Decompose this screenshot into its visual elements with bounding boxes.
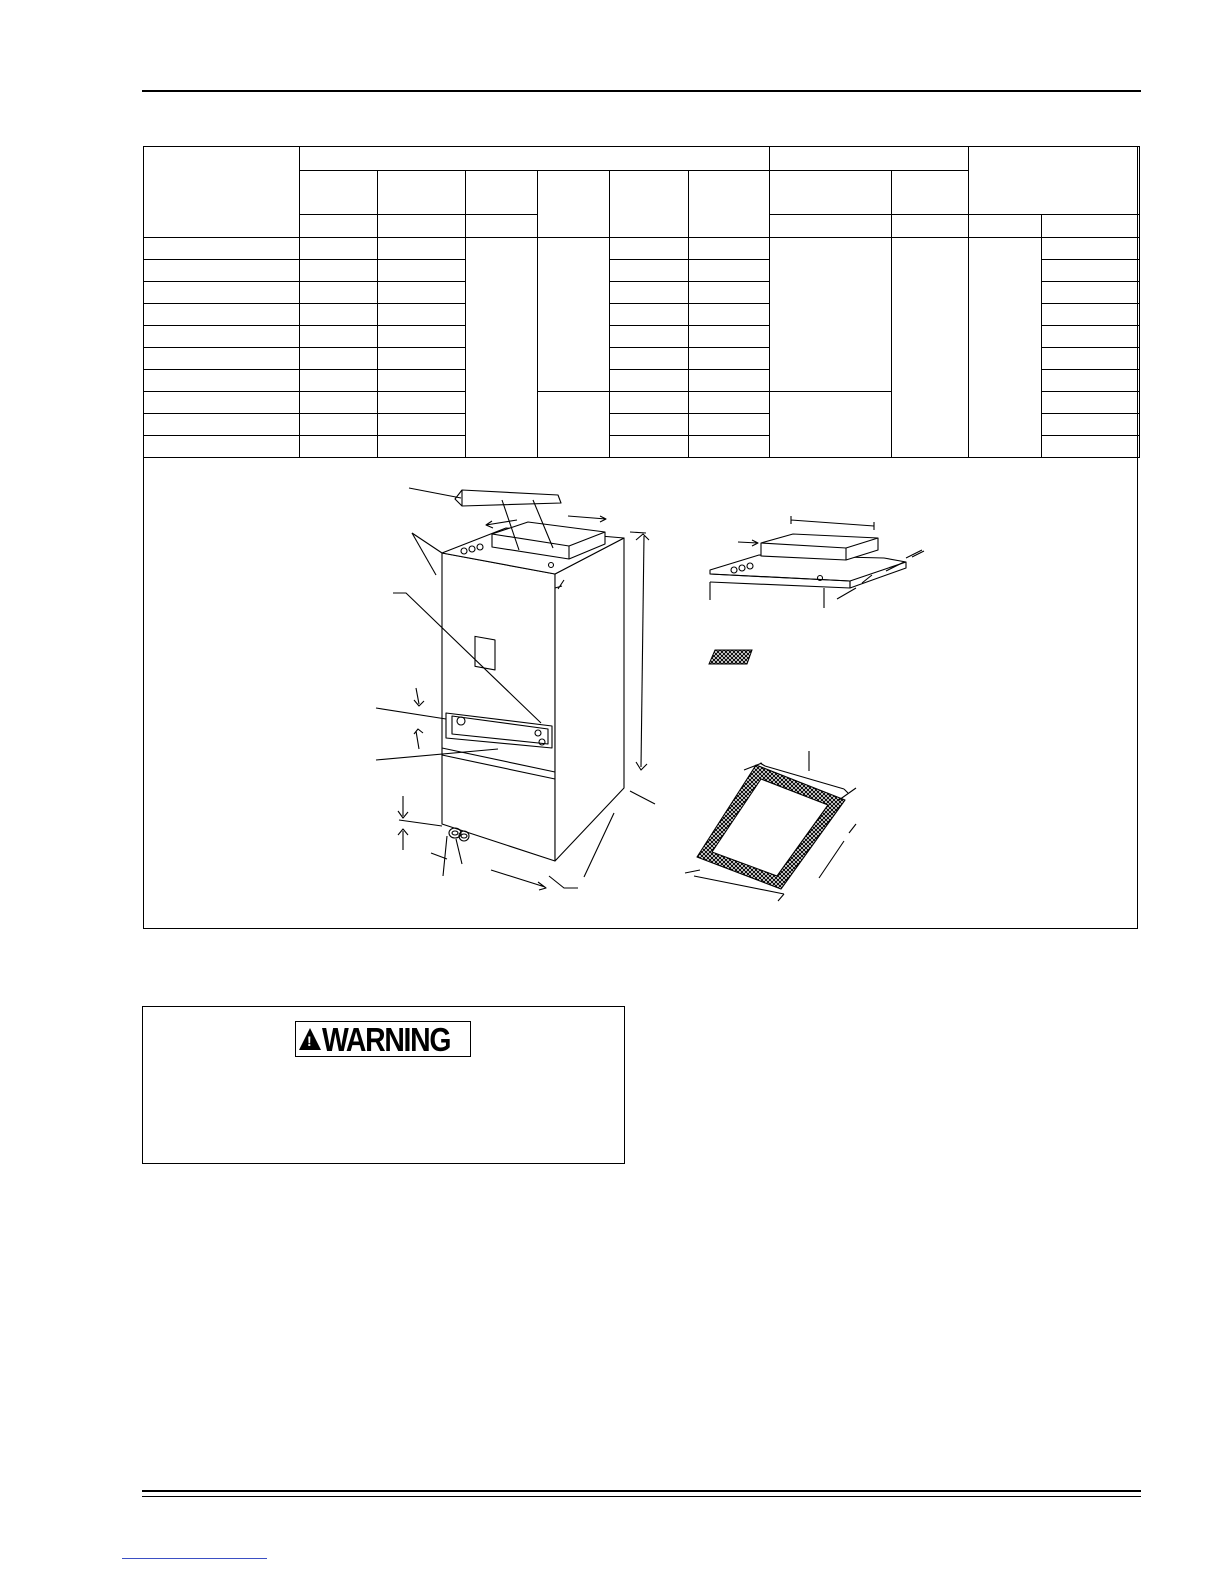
table-subheader — [538, 171, 610, 238]
unit-dimension-diagram — [144, 458, 1137, 928]
warning-label — [295, 1021, 471, 1057]
table-header-weight — [969, 147, 1140, 215]
table-header-dimensions — [300, 147, 770, 171]
hatch-legend — [709, 650, 752, 664]
footer-rule — [142, 1490, 1141, 1492]
table-subheader — [610, 171, 689, 238]
header-rule — [142, 90, 1141, 92]
warning-label-text: WARNING — [322, 1020, 451, 1058]
table-unit-cell — [378, 215, 466, 238]
table-unit-cell — [770, 215, 892, 238]
warning-triangle-icon — [299, 1028, 321, 1050]
dimensions-table — [143, 146, 1140, 458]
cabinet-side — [555, 538, 624, 861]
top-flange — [455, 490, 561, 506]
table-subheader — [770, 171, 892, 215]
table-unit-cell — [466, 215, 538, 238]
footer-link-underline[interactable] — [122, 1558, 267, 1559]
table-unit-cell — [892, 215, 969, 238]
warning-box — [142, 1006, 625, 1164]
table-subheader — [892, 171, 969, 215]
table-unit-cell — [300, 215, 378, 238]
table-subheader — [466, 171, 538, 215]
cabinet-front — [442, 553, 555, 861]
table-unit-cell — [969, 215, 1042, 238]
table-header-model — [144, 147, 300, 238]
table-subheader — [378, 171, 466, 215]
table-row — [144, 238, 1140, 260]
table-subheader — [300, 171, 378, 215]
table-unit-cell — [1042, 215, 1140, 238]
table-subheader — [689, 171, 770, 238]
table-header-connections — [770, 147, 969, 171]
plenum-detail — [710, 516, 924, 608]
footer-rule-thin — [142, 1496, 1141, 1497]
base-gasket — [685, 751, 856, 901]
